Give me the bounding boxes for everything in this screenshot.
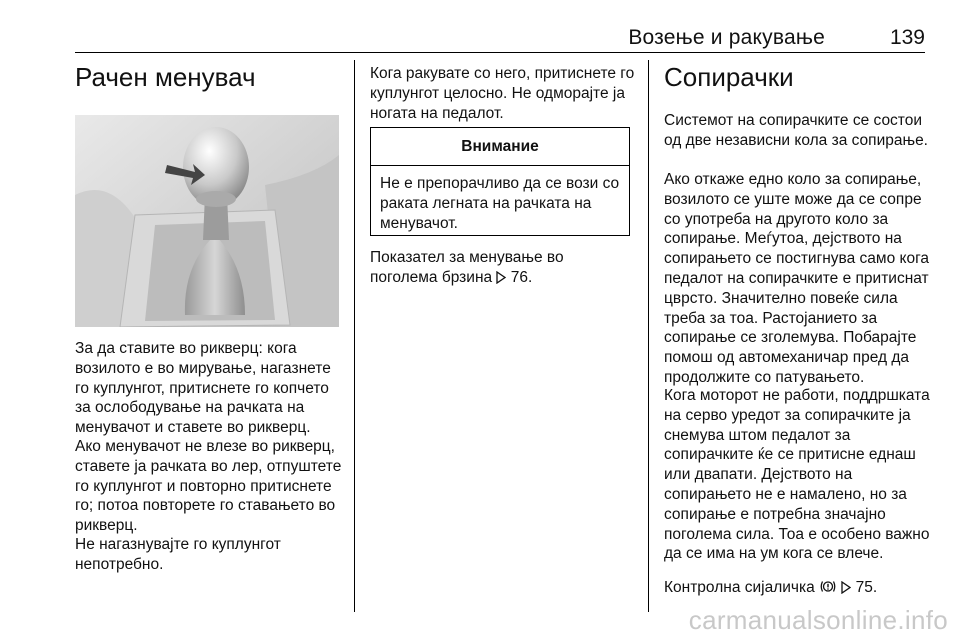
page-number: 139	[889, 26, 925, 49]
column-divider-right	[648, 60, 649, 612]
triangle-reference-icon	[496, 270, 506, 290]
column-divider-left	[354, 60, 355, 612]
page-header	[75, 24, 925, 54]
triangle-reference-icon	[841, 580, 851, 600]
brake-warning-lamp-icon	[819, 579, 837, 600]
shift-indicator-ref: 76.	[510, 268, 533, 286]
brake-lamp-text: Контролна сијаличка	[664, 579, 815, 596]
paragraph-clutch-operation: Кога ракувате со него, притиснете го куплунгот целосно. Не одмораjте ја ногата на педалот.	[370, 65, 635, 122]
shift-indicator-text: Показател за менување во поголема брзина	[370, 249, 564, 286]
watermark: carmanualsonline.info	[688, 605, 948, 635]
warning-box	[370, 127, 630, 236]
paragraph-brake-circuit-failure: Ако откаже едно коло за сопирање, возилото се уште може да се сопре со употреба на другото коло за сопирање. Меѓутоа, дејството на сопирањето се постигнува само кога педалот на сопирачките е притиснат цврсто. Значително повеќе сила треба за тоа. Растојанието за сопирање се зголемува. Побарајте помош од автомеханичар пред да продолжите со патувањето.	[664, 171, 929, 386]
warning-title: Внимание	[371, 128, 629, 166]
paragraph-brake-warning-lamp	[664, 578, 939, 600]
paragraph-clutch-advice: Не нагазнувајте го куплунгот непотребно.	[75, 536, 281, 573]
header-rule	[75, 52, 925, 53]
paragraph-reverse-not-engaging: Ако менувачот не влезе во рикверц, ставете ја рачката во лер, отпуштете го куплунгот и повторно притиснете го; потоа повторете го ставањето во рикверц.	[75, 438, 342, 535]
brake-lamp-ref: 75.	[855, 579, 878, 596]
chapter-title: Возење и ракување	[628, 26, 825, 49]
paragraph-engine-off-braking: Кога моторот не работи, поддршката на серво уредот за сопирачките ја снемува штом педалот за сопирачките ќе се притисне еднаш или двапати. Дејството на сопирањето не е намалено, но за сопирање е потребна значајно поголема сила. Тоа е особено важно да се има на ум кога се влече.	[664, 387, 930, 563]
warning-body: Не е препорачливо да се вози со раката легната на рачката на менувачот.	[380, 175, 620, 232]
section-title-brakes: Сопирачки	[664, 62, 794, 92]
paragraph-reverse-gear: За да ставите во рикверц: кога возилото е во мирување, нагазнете го куплунгот, притиснете го копчето за ослободување на рачката на менувачот и ставете во рикверц.	[75, 340, 331, 437]
gear-lever-photo	[75, 115, 339, 327]
section-title-manual-gearbox: Рачен менувач	[75, 62, 256, 92]
paragraph-brake-system: Системот на сопирачките се состои од две независни кола за сопирање.	[664, 112, 928, 149]
paragraph-shift-indicator	[370, 248, 635, 290]
